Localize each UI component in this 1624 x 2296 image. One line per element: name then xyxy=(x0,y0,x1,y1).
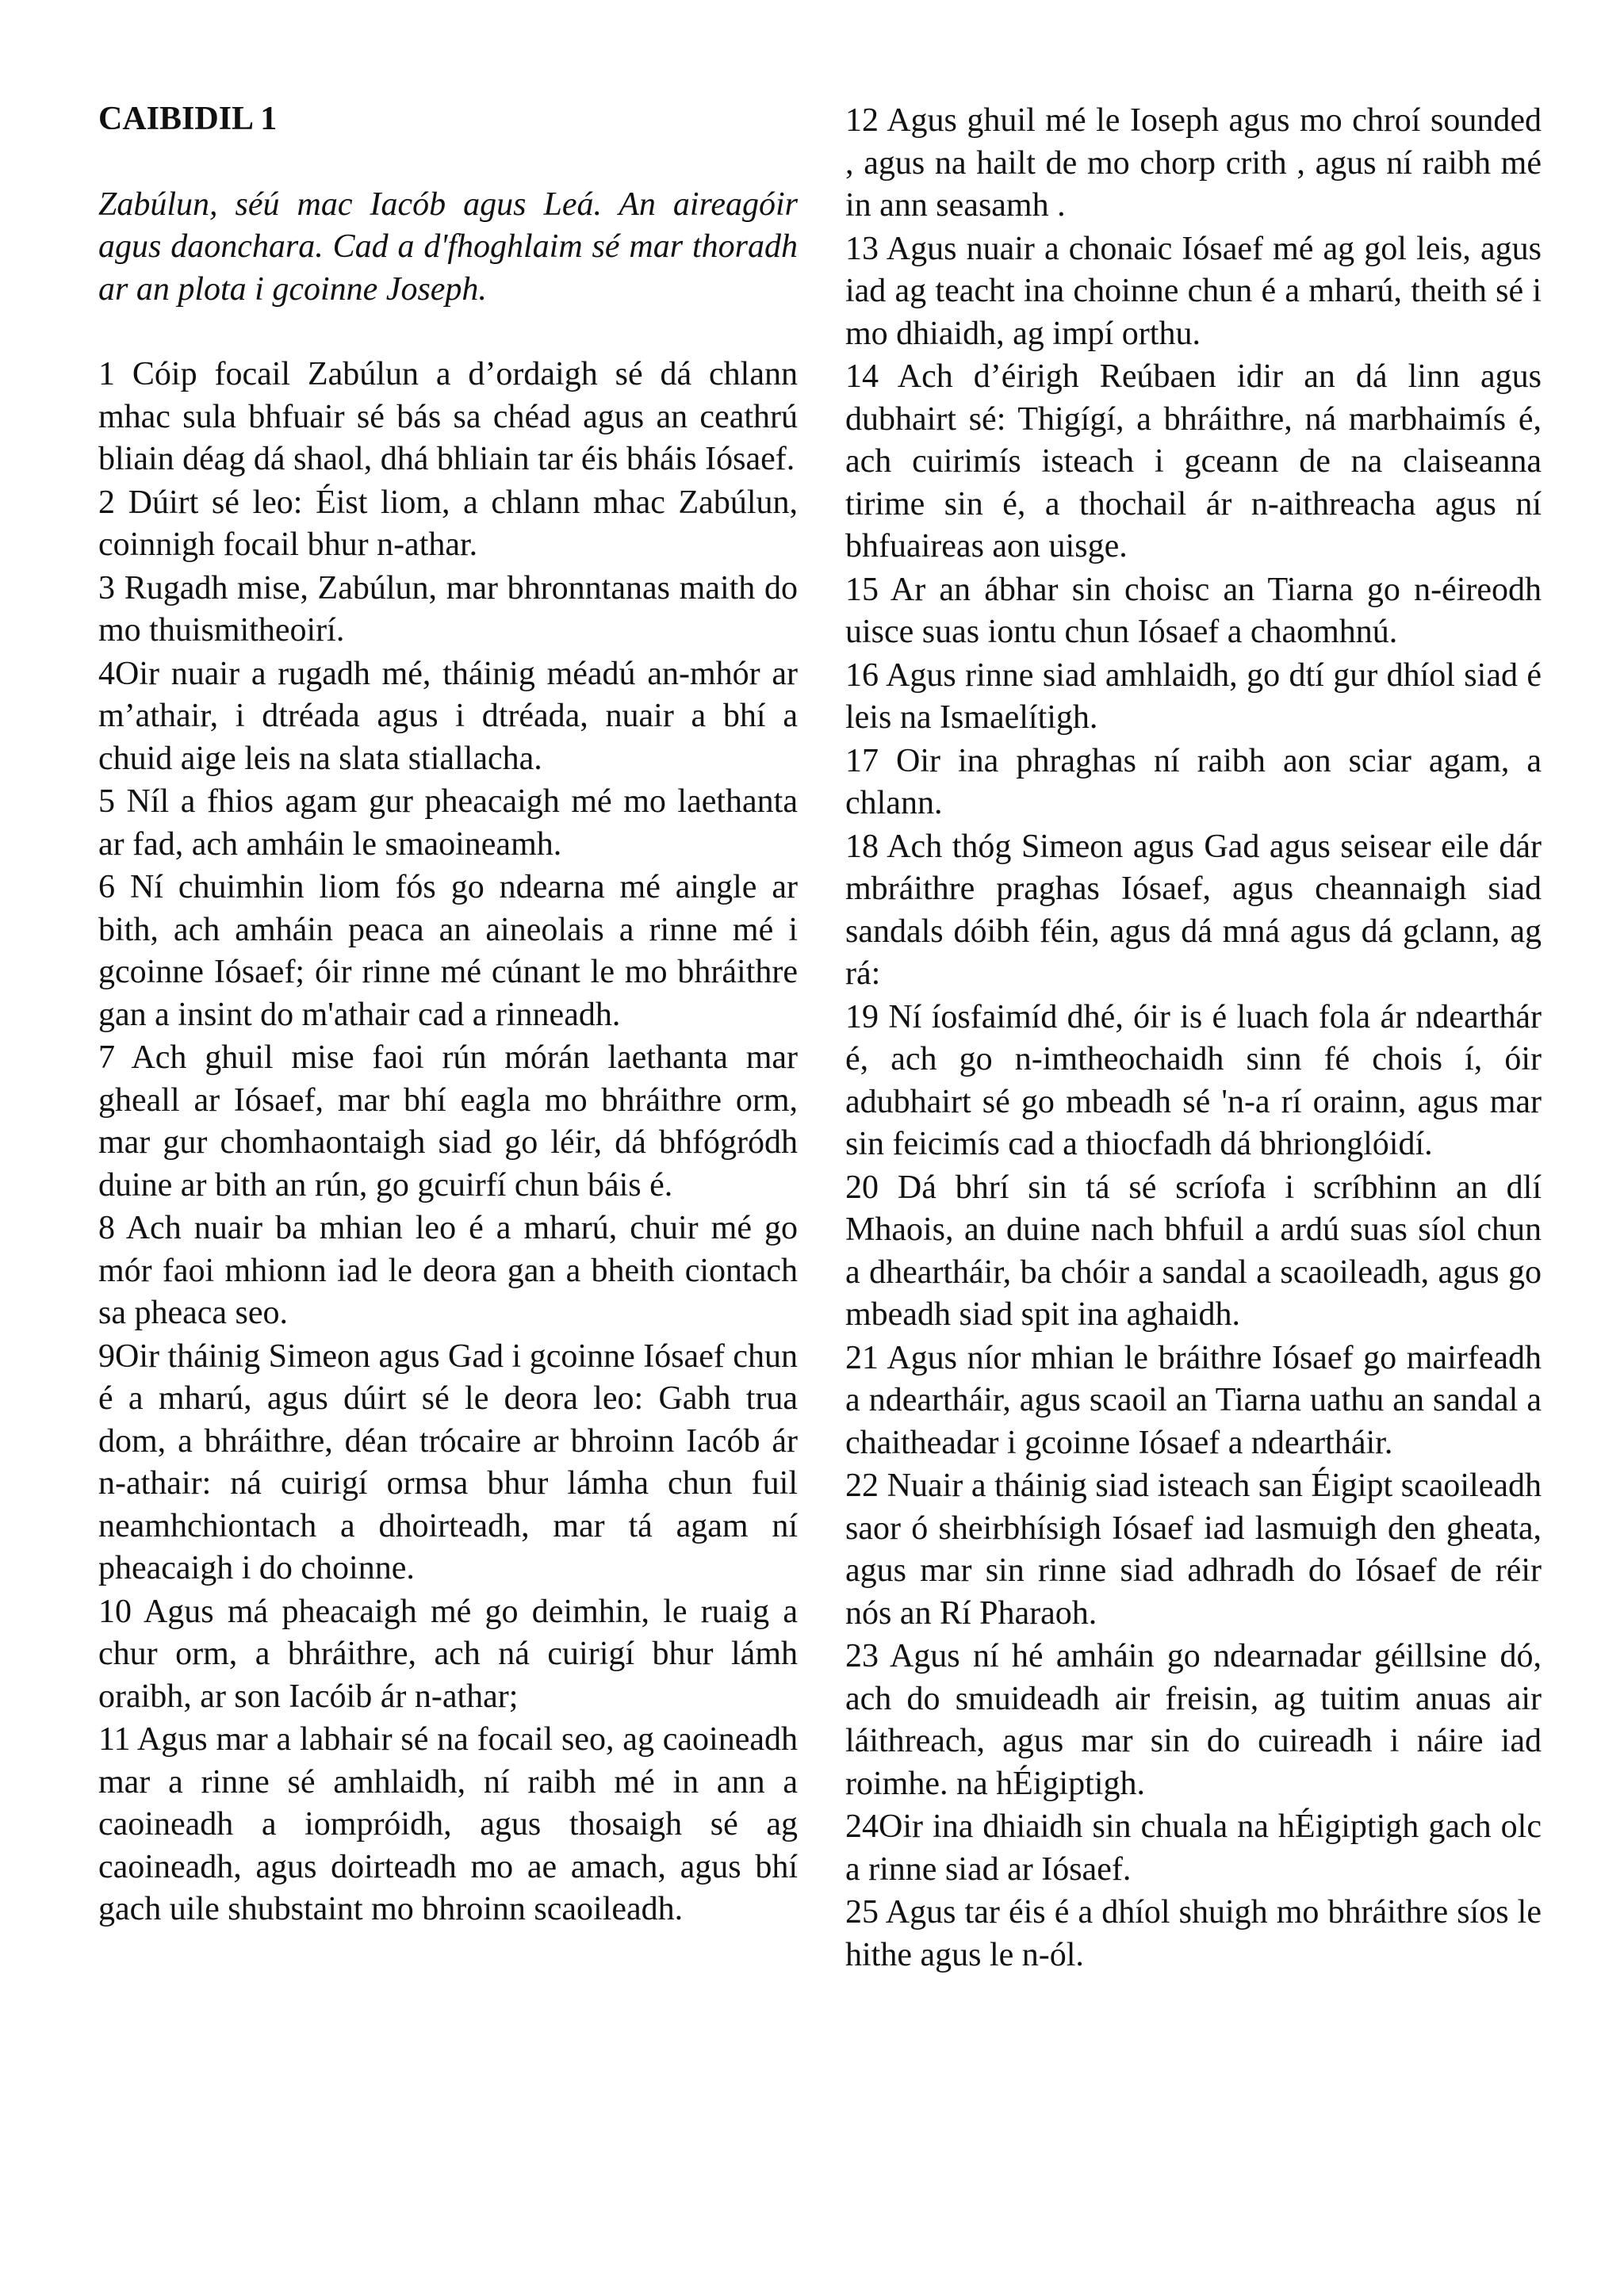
verse-15: 15 Ar an ábhar sin choisc an Tiarna go n-éireodh uisce suas iontu chun Iósaef a chaomhnú. xyxy=(845,571,1542,650)
verse-7: 7 Ach ghuil mise faoi rún mórán laethanta mar gheall ar Iósaef, mar bhí eagla mo bhráithre orm, mar gur chomhaontaigh siad go léir, dá bhfógródh duine ar bith an rún, go gcuirfí chun báis é. xyxy=(98,1039,798,1203)
verse-18: 18 Ach thóg Simeon agus Gad agus seisear eile dár mbráithre praghas Iósaef, agus cheannaigh siad sandals dóibh féin, agus dá mná agus dá gclann, ag rá: xyxy=(845,828,1542,992)
verse-23: 23 Agus ní hé amháin go ndearnadar géillsine dó, ach do smuideadh air freisin, ag tuitim anuas air láithreach, agus mar sin do cuireadh i náire iad roimhe. na hÉigiptigh. xyxy=(845,1638,1542,1802)
verse-9: 9Oir tháinig Simeon agus Gad i gcoinne Iósaef chun é a mharú, agus dúirt sé le deora leo: Gabh trua dom, a bhráithre, déan trócaire ar bhroinn Iacób ár n-athair: ná cuirigí ormsa bhur lámha chun fuil neamhchiontach a dhoirteadh, mar tá agam ní pheacaigh i do choinne. xyxy=(98,1337,798,1586)
left-column xyxy=(98,98,798,1932)
verse-1: 1 Cóip focail Zabúlun a d’ordaigh sé dá chlann mhac sula bhfuair sé bás sa chéad agus an ceathrú bliain déag dá shaol, dhá bhliain tar éis bháis Iósaef. xyxy=(98,356,798,477)
verse-22: 22 Nuair a tháinig siad isteach san Éigipt scaoileadh saor ó sheirbhísigh Iósaef iad lasmuigh den gheata, agus mar sin rinne siad adhradh do Iósaef de réir nós an Rí Pharaoh. xyxy=(845,1468,1542,1632)
verse-2: 2 Dúirt sé leo: Éist liom, a chlann mhac Zabúlun, coinnigh focail bhur n-athar. xyxy=(98,484,798,563)
verse-4: 4Oir nuair a rugadh mé, tháinig méadú an-mhór ar m’athair, i dtréada agus i dtréada, nuair a bhí a chuid aige leis na slata stiallacha. xyxy=(98,655,798,777)
verse-3: 3 Rugadh mise, Zabúlun, mar bhronntanas maith do mo thuismitheoirí. xyxy=(98,569,798,649)
verse-5: 5 Níl a fhios agam gur pheacaigh mé mo laethanta ar fad, ach amháin le smaoineamh. xyxy=(98,783,798,863)
verse-8: 8 Ach nuair ba mhian leo é a mharú, chuir mé go mór faoi mhionn iad le deora gan a bheith ciontach sa pheaca seo. xyxy=(98,1210,798,1331)
verse-14: 14 Ach d’éirigh Reúbaen idir an dá linn agus dubhairt sé: Thigígí, a bhráithre, ná marbhaimís é, ach cuirimís isteach i gceann de na claiseanna tirime sin é, a thochail ár n-aithreacha agus ní bhfuaireas aon uisge. xyxy=(845,358,1542,564)
verse-25: 25 Agus tar éis é a dhíol shuigh mo bhráithre síos le hithe agus le n-ól. xyxy=(845,1894,1542,1973)
verse-19: 19 Ní íosfaimíd dhé, óir is é luach fola ár ndearthár é, ach go n-imtheochaidh sinn fé chois í, óir adubhairt sé go mbeadh sé 'n-a rí orainn, agus mar sin feicimís cad a thiocfadh dá bhrionglóidí. xyxy=(845,998,1542,1162)
verse-21: 21 Agus níor mhian le bráithre Iósaef go mairfeadh a ndeartháir, agus scaoil an Tiarna uathu an sandal a chaitheadar i gcoinne Iósaef a ndeartháir. xyxy=(845,1339,1542,1461)
right-column xyxy=(845,100,1542,1977)
verse-13: 13 Agus nuair a chonaic Iósaef mé ag gol leis, agus iad ag teacht ina choinne chun é a mharú, theith sé i mo dhiaidh, ag impí orthu. xyxy=(845,230,1542,352)
chapter-summary: Zabúlun, séú mac Iacób agus Leá. An aireagóir agus daonchara. Cad a d'fhoghlaim sé mar thoradh ar an plota i gcoinne Joseph. xyxy=(98,186,798,308)
verse-20: 20 Dá bhrí sin tá sé scríofa i scríbhinn an dlí Mhaois, an duine nach bhfuil a ardú suas síol chun a dheartháir, ba chóir a sandal a scaoileadh, agus go mbeadh siad spit ina aghaidh. xyxy=(845,1169,1542,1333)
verse-16: 16 Agus rinne siad amhlaidh, go dtí gur dhíol siad é leis na Ismaelítigh. xyxy=(845,656,1542,736)
verse-10: 10 Agus má pheacaigh mé go deimhin, le ruaig a chur orm, a bhráithre, ach ná cuirigí bhur lámh oraibh, ar son Iacóib ár n-athar; xyxy=(98,1593,798,1715)
verse-11: 11 Agus mar a labhair sé na focail seo, ag caoineadh mar a rinne sé amhlaidh, ní raibh mé in ann a caoineadh a iompróidh, agus thosaigh sé ag caoineadh, agus doirteadh mo ae amach, agus bhí gach uile shubstaint mo bhroinn scaoileadh. xyxy=(98,1721,798,1927)
verse-12: 12 Agus ghuil mé le Ioseph agus mo chroí sounded , agus na hailt de mo chorp crith , agus ní raibh mé in ann seasamh . xyxy=(845,102,1542,224)
verse-24: 24Oir ina dhiaidh sin chuala na hÉigiptigh gach olc a rinne siad ar Iósaef. xyxy=(845,1808,1542,1888)
verse-6: 6 Ní chuimhin liom fós go ndearna mé aingle ar bith, ach amháin peaca an aineolais a rinne mé i gcoinne Iósaef; óir rinne mé cúnant le mo bhráithre gan a insint do m'athair cad a rinneadh. xyxy=(98,869,798,1033)
chapter-heading: CAIBIDIL 1 xyxy=(98,101,278,137)
verse-17: 17 Oir ina phraghas ní raibh aon sciar agam, a chlann. xyxy=(845,742,1542,821)
